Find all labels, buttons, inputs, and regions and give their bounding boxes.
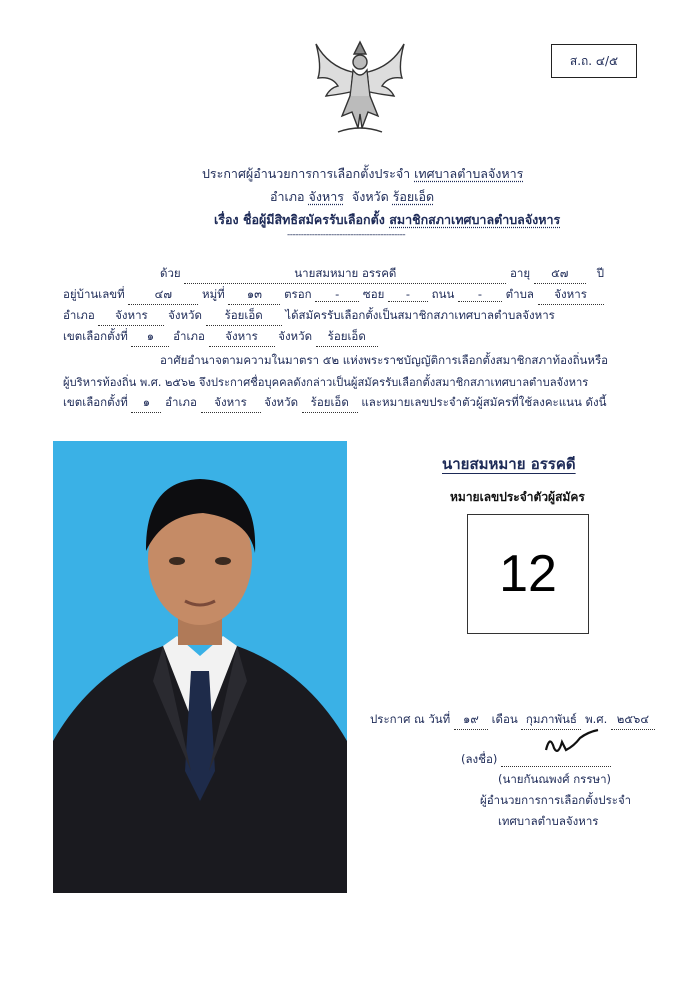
body-line-3 <box>63 307 555 326</box>
applied-text: ได้สมัครรับเลือกตั้งเป็นสมาชิกสภาเทศบาลตำบลจังหาร <box>285 308 555 322</box>
announce-date <box>370 711 655 730</box>
zone-label-2: เขตเลือกตั้งที่ <box>63 395 128 409</box>
signature-icon <box>540 728 604 760</box>
amphoe-value-3: จังหาร <box>201 394 261 413</box>
sign-label: (ลงชื่อ) <box>461 752 498 766</box>
age-value: ๕๗ <box>534 265 586 284</box>
candidate-number-label: หมายเลขประจำตัวผู้สมัคร <box>450 490 585 504</box>
header-province-value: ร้อยเอ็ด <box>392 189 435 204</box>
house-value: ๔๗ <box>128 286 198 305</box>
house-label: อยู่บ้านเลขที่ <box>63 287 125 301</box>
province-label-2: จังหวัด <box>278 329 313 343</box>
soi-label: ซอย <box>362 287 385 301</box>
announce-day: ๑๙ <box>454 711 488 730</box>
moo-value: ๑๓ <box>228 286 280 305</box>
announce-year: ๒๕๖๔ <box>611 711 655 730</box>
body-line-5: อาศัยอำนาจตามความในมาตรา ๕๒ แห่งพระราชบัญญัติการเลือกตั้งสมาชิกสภาท้องถิ่นหรือ <box>160 353 609 367</box>
candidate-photo <box>53 441 347 893</box>
form-code-box <box>551 44 637 78</box>
garuda-emblem-icon <box>308 36 412 140</box>
l1-prefix: ด้วย <box>160 266 181 280</box>
body-line-2 <box>63 286 604 305</box>
zone-label: เขตเลือกตั้งที่ <box>63 329 128 343</box>
header-prefix: ประกาศผู้อำนวยการการเลือกตั้งประจำ <box>202 166 411 181</box>
header-line-2 <box>270 187 434 207</box>
road-value: - <box>458 287 502 302</box>
age-unit: ปี <box>596 266 605 280</box>
body-line-7 <box>63 394 606 413</box>
subject-value: สมาชิกสภาเทศบาลตำบลจังหาร <box>389 212 561 227</box>
zone-value: ๑ <box>131 328 169 347</box>
l7-tail: และหมายเลขประจำตัวผู้สมัครที่ใช้ลงคะแนน ดังนี้ <box>361 395 607 409</box>
header-municipality: เทศบาลตำบลจังหาร <box>414 166 524 181</box>
header-amphoe-value: จังหาร <box>308 189 344 204</box>
road-label: ถนน <box>431 287 455 301</box>
signer-title-1: ผู้อำนวยการการเลือกตั้งประจำ <box>480 793 632 807</box>
signer-title-2: เทศบาลตำบลจังหาร <box>498 814 599 828</box>
zone-value-2: ๑ <box>131 394 161 413</box>
amphoe-value: จังหาร <box>98 307 164 326</box>
amphoe-value-2: จังหาร <box>209 328 275 347</box>
candidate-name-field: นายสมหมาย อรรคดี <box>184 265 506 284</box>
trok-value: - <box>315 287 359 302</box>
province-value-2: ร้อยเอ็ด <box>316 328 378 347</box>
amphoe-label: อำเภอ <box>63 308 95 322</box>
tambon-label: ตำบล <box>505 287 534 301</box>
candidate-number: 12 <box>499 545 557 603</box>
form-code: ส.ถ. ๔/๕ <box>569 53 619 68</box>
header-province-label: จังหวัด <box>351 189 389 204</box>
tambon-value: จังหาร <box>538 286 604 305</box>
candidate-number-box <box>467 514 589 634</box>
subject-label: เรื่อง <box>214 212 239 227</box>
amphoe-label-2: อำเภอ <box>173 329 205 343</box>
body-line-6: ผู้บริหารท้องถิ่น พ.ศ. ๒๕๖๒ จึงประกาศชื่อบุคคลดังกล่าวเป็นผู้สมัครรับเลือกตั้งสมาชิกสภาเทศบาลตำบลจังหาร <box>63 376 589 389</box>
subject-text: ชื่อผู้มีสิทธิสมัครรับเลือกตั้ง <box>242 212 385 227</box>
body-line-4 <box>63 328 378 347</box>
trok-label: ตรอก <box>284 287 312 301</box>
age-label: อายุ <box>509 266 531 280</box>
province-label: จังหวัด <box>168 308 202 322</box>
signer-name: (นายกันณพงศ์ กรรษา) <box>498 772 612 786</box>
province-value-3: ร้อยเอ็ด <box>302 394 358 413</box>
header-rule: ------------------------------------------- <box>287 230 406 240</box>
header-line-1 <box>202 164 523 184</box>
amphoe-label-3: อำเภอ <box>165 395 197 409</box>
header-subject <box>214 210 560 230</box>
candidate-portrait-icon <box>53 441 347 893</box>
announce-month: กุมภาพันธ์ <box>521 711 581 730</box>
announce-month-label: เดือน <box>491 712 518 726</box>
soi-value: - <box>388 287 428 302</box>
moo-label: หมู่ที่ <box>202 287 225 301</box>
candidate-name-heading: นายสมหมาย อรรคดี <box>442 455 576 473</box>
announce-year-label: พ.ศ. <box>585 712 608 726</box>
announce-prefix: ประกาศ ณ วันที่ <box>370 712 451 726</box>
body-line-1 <box>160 265 604 284</box>
header-amphoe-label: อำเภอ <box>270 189 305 204</box>
province-label-3: จังหวัด <box>264 395 299 409</box>
province-value: ร้อยเอ็ด <box>206 307 282 326</box>
